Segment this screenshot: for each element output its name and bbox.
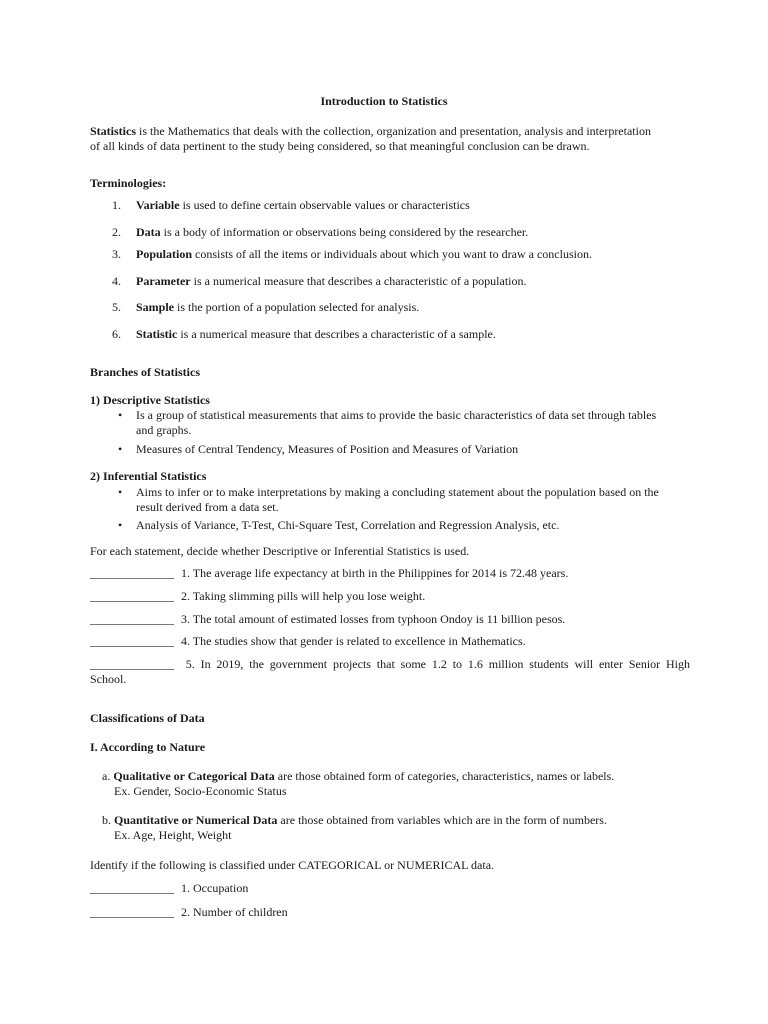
nature-heading: I. According to Nature: [90, 740, 206, 754]
exercise1-item: ______________ 1. The average life expectancy at birth in the Philippines for 2014 is 72.48 years.: [90, 566, 569, 580]
exercise1-item: ______________ 4. The studies show that gender is related to excellence in Mathematics.: [90, 634, 526, 648]
intro-line-1: is the Mathematics that deals with the collection, organization and presentation, analysis and interpretation: [136, 124, 651, 138]
terminology-item: 3. Population consists of all the items or individuals about which you want to draw a conclusion.: [112, 247, 592, 261]
exercise2-instruction: Identify if the following is classified under CATEGORICAL or NUMERICAL data.: [90, 858, 495, 872]
answer-blank: ______________: [90, 881, 174, 895]
descriptive-bullet: • Measures of Central Tendency, Measures of Position and Measures of Variation: [118, 442, 519, 456]
answer-blank: ______________: [90, 905, 174, 919]
exercise1-instruction: For each statement, decide whether Descriptive or Inferential Statistics is used.: [90, 544, 470, 558]
exercise1-item: ______________ 2. Taking slimming pills will help you lose weight.: [90, 589, 426, 603]
inferential-heading: 2) Inferential Statistics: [90, 469, 207, 483]
classification-a: a. Qualitative or Categorical Data are those obtained form of categories, characteristics, names or labels. Ex. Gender, Socio-Economic Status: [102, 769, 702, 799]
classifications-heading: Classifications of Data: [90, 711, 205, 725]
descriptive-heading: 1) Descriptive Statistics: [90, 393, 210, 407]
inferential-bullet: • Analysis of Variance, T-Test, Chi-Square Test, Correlation and Regression Analysis, etc.: [118, 518, 560, 532]
terminology-item: 2. Data is a body of information or observations being considered by the researcher.: [112, 225, 529, 239]
classification-b: b. Quantitative or Numerical Data are those obtained from variables which are in the form of numbers. Ex. Age, Height, Weight: [102, 813, 702, 843]
exercise2-item: ______________ 2. Number of children: [90, 905, 288, 919]
terminology-item: 4. Parameter is a numerical measure that describes a characteristic of a population.: [112, 274, 527, 288]
intro-line-2: of all kinds of data pertinent to the study being considered, so that meaningful conclusion can be drawn.: [90, 139, 590, 153]
example-text: Ex. Age, Height, Weight: [114, 828, 232, 842]
example-text: Ex. Gender, Socio-Economic Status: [114, 784, 287, 798]
answer-blank: ______________: [90, 634, 174, 648]
exercise2-item: ______________ 1. Occupation: [90, 881, 249, 895]
exercise1-item-5: ______________ 5. In 2019, the government projects that some 1.2 to 1.6 million students will enter Senior High School.: [90, 657, 691, 686]
exercise1-item: ______________ 3. The total amount of estimated losses from typhoon Ondoy is 11 billion pesos.: [90, 612, 566, 626]
answer-blank: ______________: [90, 657, 174, 671]
terminology-item: 1. Variable is used to define certain observable values or characteristics: [112, 198, 470, 212]
intro-paragraph: [90, 124, 690, 154]
inferential-bullet: • Aims to infer or to make interpretations by making a concluding statement about the population based on the result derived from a data set.: [118, 485, 659, 514]
answer-blank: ______________: [90, 566, 174, 580]
answer-blank: ______________: [90, 612, 174, 626]
page-title: Introduction to Statistics: [320, 94, 448, 108]
descriptive-bullet: • Is a group of statistical measurements that aims to provide the basic characteristics of data set through tables and graphs.: [118, 408, 657, 437]
terminology-item: 6. Statistic is a numerical measure that describes a characteristic of a sample.: [112, 327, 496, 341]
branches-heading: Branches of Statistics: [90, 365, 200, 379]
terminologies-heading: Terminologies:: [90, 176, 167, 190]
intro-term: Statistics: [90, 124, 136, 138]
answer-blank: ______________: [90, 589, 174, 603]
terminology-item: 5. Sample is the portion of a population selected for analysis.: [112, 300, 420, 314]
